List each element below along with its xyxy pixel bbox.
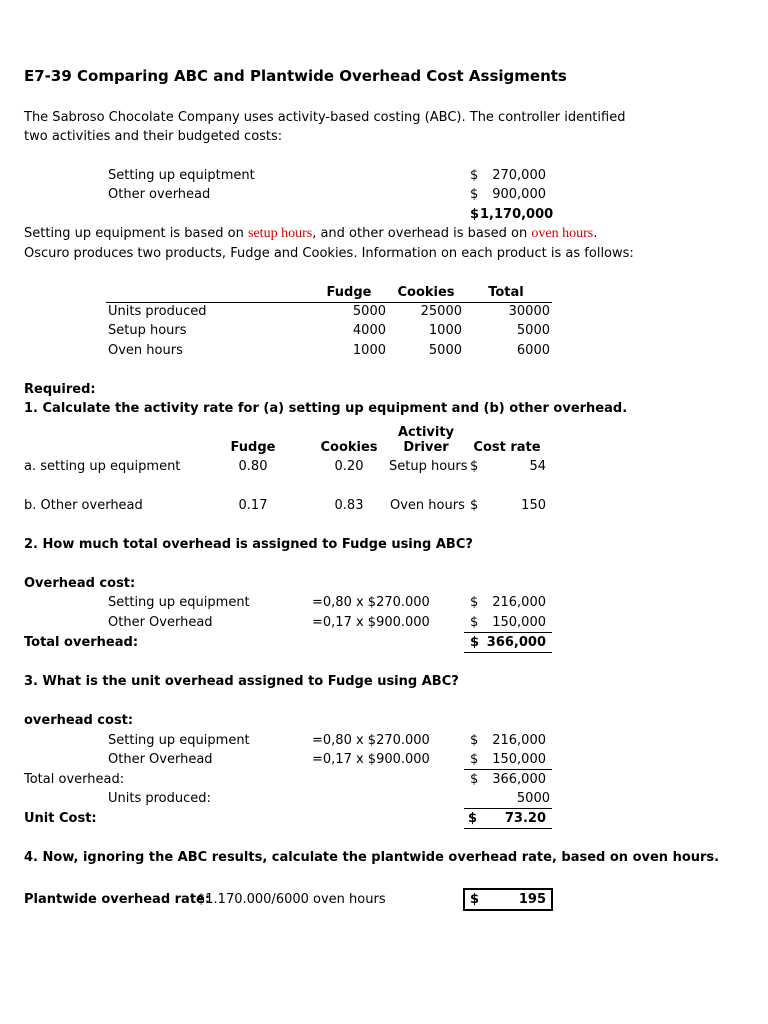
table-cell: 6000 xyxy=(516,343,550,358)
q2-total-amount: 366,000 xyxy=(486,635,546,650)
q4-rate-formula: $1.170.000/6000 oven hours xyxy=(197,892,386,907)
table-row-label: Setup hours xyxy=(108,323,187,338)
q2-item-amount: 216,000 xyxy=(492,595,546,610)
q2-total-label: Total overhead: xyxy=(24,635,139,650)
currency-symbol: $ xyxy=(470,187,479,202)
q3-unit-cost-label: Unit Cost: xyxy=(24,811,97,826)
question-3: 3. What is the unit overhead assigned to Fudge using ABC? xyxy=(24,674,459,689)
q1-fudge-ratio: 0.80 xyxy=(238,459,268,474)
table-cell: 30000 xyxy=(508,304,550,319)
table-header-total: Total xyxy=(488,285,524,300)
question-4: 4. Now, ignoring the ABC results, calculate the plantwide overhead rate, based on oven hours. xyxy=(24,850,720,865)
q2-item-formula: =0,80 x $270.000 xyxy=(312,595,430,610)
q1-cookies-ratio: 0.20 xyxy=(334,459,364,474)
currency-symbol: $ xyxy=(468,811,478,826)
q3-item-formula: =0,80 x $270.000 xyxy=(312,733,430,748)
q1-fudge-ratio: 0.17 xyxy=(238,498,268,513)
currency-symbol: $ xyxy=(470,892,480,907)
intro-line-1: The Sabroso Chocolate Company uses activity-based costing (ABC). The controller identified xyxy=(24,110,626,125)
question-1: 1. Calculate the activity rate for (a) setting up equipment and (b) other overhead. xyxy=(24,401,628,416)
activities-total: 1,170,000 xyxy=(480,207,554,222)
q1-driver: Setup hours xyxy=(389,459,468,474)
q1-header-fudge: Fudge xyxy=(230,440,276,455)
q2-item-label: Other Overhead xyxy=(108,615,213,630)
q3-units-rule xyxy=(464,808,552,809)
q1-header-driver-line2: Driver xyxy=(403,440,449,455)
q2-item-formula: =0,17 x $900.000 xyxy=(312,615,430,630)
currency-symbol: $ xyxy=(470,733,479,748)
products-intro: Oscuro produces two products, Fudge and Cookies. Information on each product is as follows: xyxy=(24,246,634,261)
driver-setup-hours: setup hours xyxy=(248,226,313,241)
page-title: E7-39 Comparing ABC and Plantwide Overhead Cost Assigments xyxy=(24,67,567,85)
q3-subtotal-rule xyxy=(464,769,552,770)
currency-symbol: $ xyxy=(470,498,479,513)
q1-cookies-ratio: 0.83 xyxy=(334,498,364,513)
table-row-label: Units produced xyxy=(108,304,207,319)
currency-symbol: $ xyxy=(470,752,479,767)
table-row-label: Oven hours xyxy=(108,343,183,358)
currency-symbol: $ xyxy=(470,772,479,787)
q3-units-value: 5000 xyxy=(516,791,550,806)
q3-item-amount: 150,000 xyxy=(492,752,546,767)
activity-amount: 900,000 xyxy=(492,187,546,202)
table-header-fudge: Fudge xyxy=(326,285,372,300)
q4-rate-label: Plantwide overhead rate: xyxy=(24,892,211,907)
currency-symbol: $ xyxy=(470,207,480,222)
table-cell: 5000 xyxy=(516,323,550,338)
currency-symbol: $ xyxy=(470,168,479,183)
table-cell: 5000 xyxy=(428,343,462,358)
activity-amount: 270,000 xyxy=(492,168,546,183)
q3-unit-cost-value: 73.20 xyxy=(504,811,546,826)
q2-item-amount: 150,000 xyxy=(492,615,546,630)
activity-label: Setting up equiptment xyxy=(108,168,255,183)
table-cell: 1000 xyxy=(352,343,386,358)
required-label: Required: xyxy=(24,382,96,397)
q1-cost-rate: 54 xyxy=(529,459,546,474)
q1-driver: Oven hours xyxy=(390,498,465,513)
currency-symbol: $ xyxy=(470,635,480,650)
q2-total-rule xyxy=(464,652,552,653)
q1-row-label: b. Other overhead xyxy=(24,498,143,513)
q2-subtotal-rule xyxy=(464,632,552,633)
q3-total-label: Total overhead: xyxy=(24,772,125,787)
q2-item-label: Setting up equipment xyxy=(108,595,250,610)
table-header-cookies: Cookies xyxy=(397,285,455,300)
q3-item-amount: 216,000 xyxy=(492,733,546,748)
driver-oven-hours: oven hours xyxy=(531,226,594,241)
q2-overhead-label: Overhead cost: xyxy=(24,576,136,591)
q3-unit-cost-rule xyxy=(464,828,552,829)
q1-header-cookies: Cookies xyxy=(320,440,378,455)
q1-header-driver-line1: Activity xyxy=(397,425,455,440)
currency-symbol: $ xyxy=(470,459,479,474)
intro-line-2: two activities and their budgeted costs: xyxy=(24,129,283,144)
basis-sentence: Setting up equipment is based on setup hours, and other overhead is based on oven hours. xyxy=(24,226,598,241)
q3-units-label: Units produced: xyxy=(108,791,211,806)
table-cell: 5000 xyxy=(352,304,386,319)
table-header-rule xyxy=(106,302,552,303)
table-cell: 1000 xyxy=(428,323,462,338)
q3-item-formula: =0,17 x $900.000 xyxy=(312,752,430,767)
q1-header-cost-rate: Cost rate xyxy=(473,440,541,455)
currency-symbol: $ xyxy=(470,595,479,610)
q3-overhead-label: overhead cost: xyxy=(24,713,134,728)
q3-item-label: Other Overhead xyxy=(108,752,213,767)
q1-cost-rate: 150 xyxy=(521,498,546,513)
table-cell: 4000 xyxy=(352,323,386,338)
q4-rate-value: 195 xyxy=(518,892,546,907)
q1-row-label: a. setting up equipment xyxy=(24,459,181,474)
currency-symbol: $ xyxy=(470,615,479,630)
q3-total-amount: 366,000 xyxy=(492,772,546,787)
table-cell: 25000 xyxy=(420,304,462,319)
activity-label: Other overhead xyxy=(108,187,211,202)
q3-item-label: Setting up equipment xyxy=(108,733,250,748)
question-2: 2. How much total overhead is assigned to Fudge using ABC? xyxy=(24,537,473,552)
